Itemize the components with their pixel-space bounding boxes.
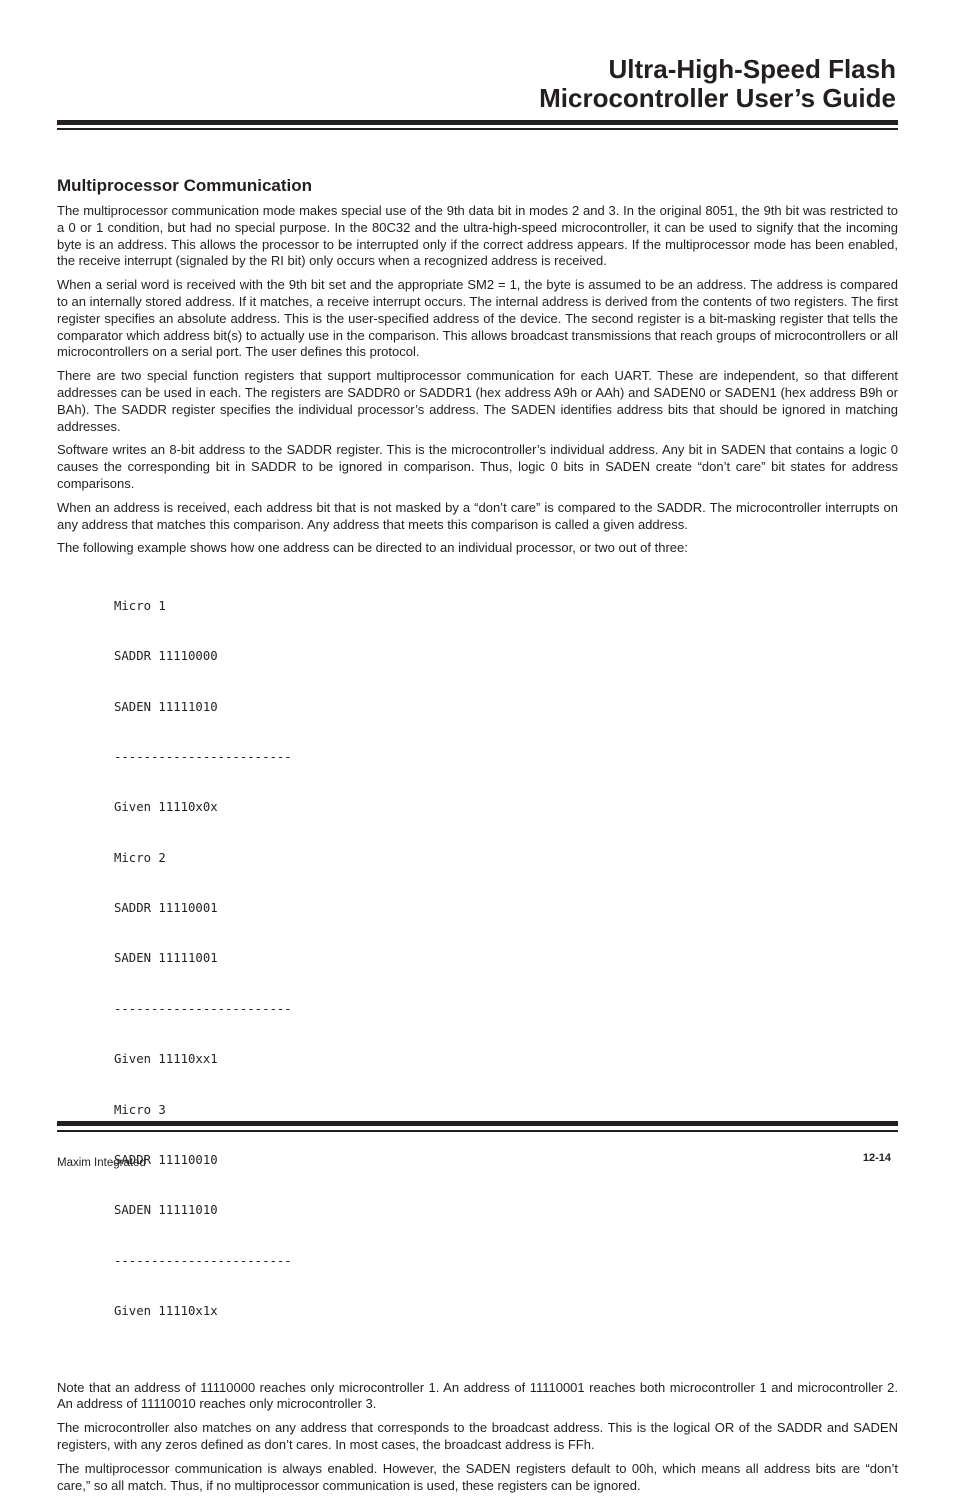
code-line: SADEN 11111010: [114, 1203, 218, 1218]
title-line-1: Ultra-High-Speed Flash: [608, 54, 896, 84]
code-line: Micro 2: [114, 850, 166, 865]
code-line: ------------------------: [114, 1001, 292, 1016]
document-title: [196, 55, 896, 113]
paragraph: The following example shows how one address can be directed to an individual processor, or two out of three:: [57, 540, 688, 556]
paragraph: The microcontroller also matches on any address that corresponds to the broadcast address. This is the logical OR of the SADDR and SADEN registers, with any zeros defined as don’t cares. In most cases, the broadcast address is FFh.: [57, 1420, 898, 1452]
paragraph: Software writes an 8-bit address to the SADDR register. This is the microcontroller’s individual address. Any bit in SADEN that contains a logic 0 causes the corresponding bit in SADDR to be ignored in comparison. Thus, logic 0 bits in SADEN create “don’t care” bit states for address comparisons.: [57, 442, 898, 491]
code-example: [114, 564, 898, 1353]
code-line: ------------------------: [114, 1253, 292, 1268]
code-line: Micro 1: [114, 598, 166, 613]
code-line: SADEN 11111001: [114, 951, 218, 966]
footer-rule-thick: [57, 1121, 898, 1126]
code-line: SADDR 11110001: [114, 901, 218, 916]
paragraph: Note that an address of 11110000 reaches only microcontroller 1. An address of 11110001 reaches both microcontroller 1 and microcontroller 2. An address of 11110010 reaches only microcontroller 3.: [57, 1379, 898, 1412]
header-rule-thin: [57, 128, 898, 130]
code-line: Micro 3: [114, 1102, 166, 1117]
paragraph: The multiprocessor communication mode makes special use of the 9th data bit in modes 2 and 3. In the original 8051, the 9th bit was restricted to a 0 or 1 condition, but had no special purpose. In the 80C32 and the ultra-high-speed microcontroller, it can be used to signify that the incoming byte is an address. This allows the processor to be interrupted only if the correct address appears. If the multiprocessor mode has been enabled, the receive interrupt (signaled by the RI bit) only occurs when a recognized address is received.: [57, 203, 898, 269]
footer-rule-thin: [57, 1130, 898, 1132]
main-content: [57, 175, 898, 1501]
code-line: Given 11110x0x: [114, 800, 218, 815]
code-line: Given 11110x1x: [114, 1304, 218, 1319]
page-number: 12-14: [862, 1152, 891, 1164]
code-line: SADEN 11111010: [114, 699, 218, 714]
header-rule-thick: [57, 120, 898, 125]
paragraph: There are two special function registers that support multiprocessor communication for each UART. These are independent, so that different addresses can be used in each. The registers are SADDR0 or SADDR1 (hex address A9h or AAh) and SADEN0 or SADEN1 (hex address B9h or BAh). The SADDR register specifies the individual processor’s address. The SADEN identifies address bits that should be ignored in matching addresses.: [57, 368, 898, 434]
paragraph: When an address is received, each address bit that is not masked by a “don’t care” is compared to the SADDR. The microcontroller interrupts on any address that matches this comparison. Any address that meets this comparison is called a given address.: [57, 499, 898, 532]
paragraph: When a serial word is received with the 9th bit set and the appropriate SM2 = 1, the byte is assumed to be an address. The address is compared to an internally stored address. If it matches, a receive interrupt occurs. The internal address is derived from the contents of two registers. The first register specifies an absolute address. This is the user-specified address of the device. The second register is a bit-masking register that tells the comparator which address bit(s) to actually use in the comparison. This allows broadcast transmissions that reach groups of microcontrollers or all microcontrollers on a serial port. The user defines this protocol.: [57, 277, 898, 360]
code-line: ------------------------: [114, 749, 292, 764]
code-line: Given 11110xx1: [114, 1052, 218, 1067]
title-line-2: Microcontroller User’s Guide: [539, 83, 896, 113]
paragraph: The multiprocessor communication is always enabled. However, the SADEN registers default to 00h, which means all address bits are “don’t care,” so all match. Thus, if no multiprocessor communication is used, these registers can be ignored.: [57, 1460, 898, 1493]
code-line: SADDR 11110000: [114, 649, 218, 664]
footer-company: Maxim Integrated: [57, 1157, 146, 1169]
section-heading: Multiprocessor Communication: [57, 176, 313, 195]
code-line: SADDR 11110010: [114, 1153, 218, 1168]
